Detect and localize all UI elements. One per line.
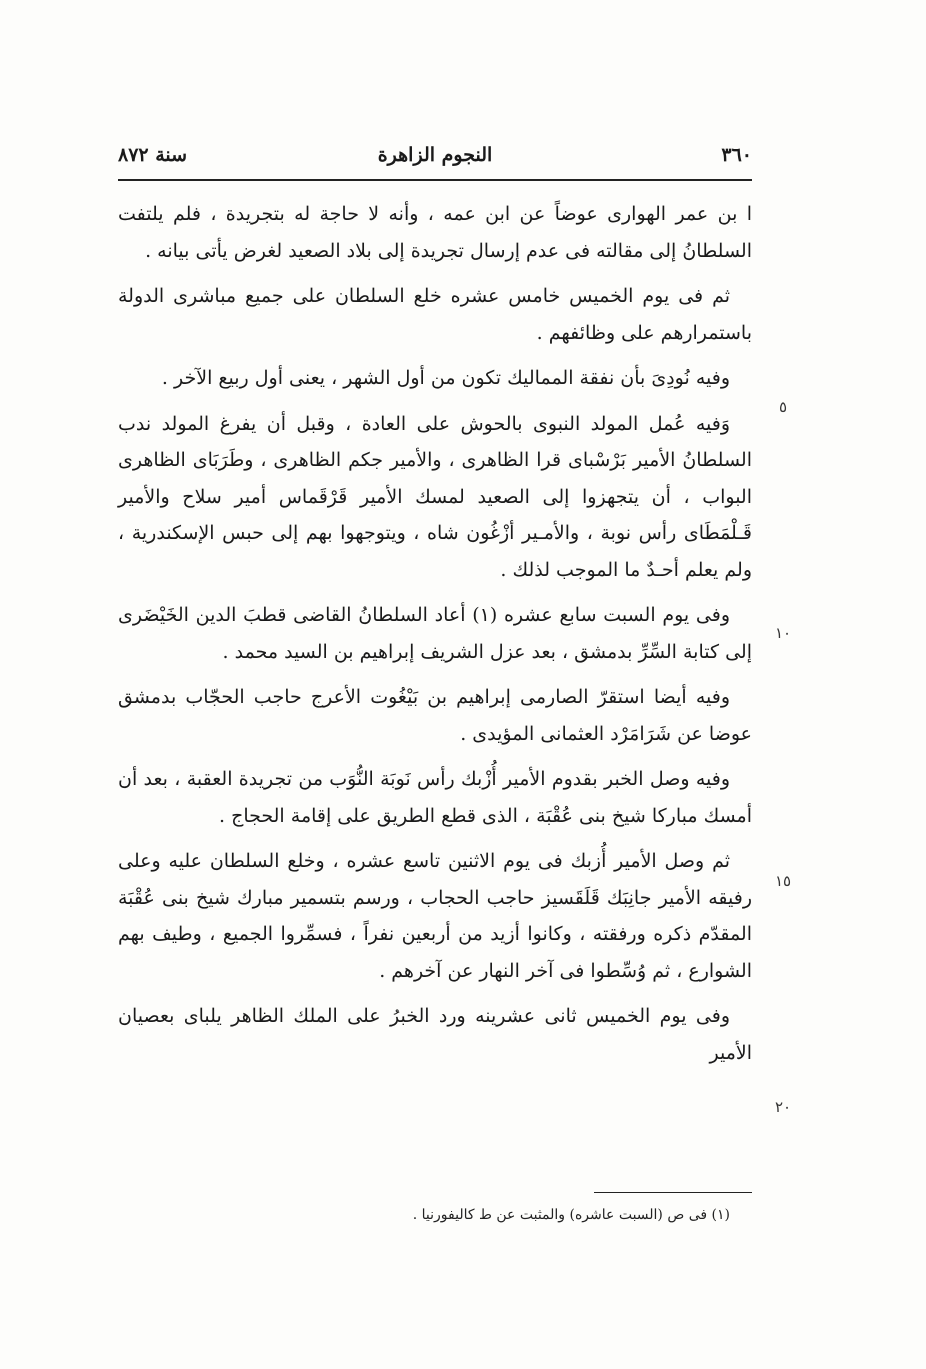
line-number-marker: ٢٠ bbox=[774, 1098, 792, 1116]
page-number: ٣٦٠ bbox=[721, 144, 752, 166]
paragraph: وفيه وصل الخبر بقدوم الأمير أُزْبك رأس نَوبَة النُّوَب من تجريدة العقبة ، بعد أن أمسك مباركا شيخ بنى عُقْبَة ، الذى قطع الطريق على إقامة الحجاج . bbox=[118, 768, 752, 827]
header-rule bbox=[118, 179, 752, 181]
line-number-marker: ١٥ bbox=[774, 872, 792, 890]
paragraph: وفيه أيضا استقرّ الصارمى إبراهيم بن بَيْغُوت الأعرج حاجب الحجّاب بدمشق عوضا عن شَرَامَرْد العثمانى المؤيدى . bbox=[118, 686, 752, 745]
paragraph: وَفيه عُمل المولد النبوى بالحوش على العادة ، وقبل أن يفرغ المولد ندب السلطانُ الأمير بَرْسْباى قرا الظاهرى ، والأمير جكم الظاهرى ، وطَرَبَاى الظاهرى البواب ، أن يتجهزوا إلى الصعيد لمسك الأمير قَرْقَماس أمير سلاح والأمير قَـلْمَطَاى رأس نوبة ، والأمـير أزْغُون شاه ، ويتوجهوا بهم إلى حبس الإسكندرية ، ولم يعلم أحـدٌ ما الموجب لذلك . bbox=[118, 412, 752, 581]
paragraph: وفى يوم السبت سابع عشره (١) أعاد السلطانُ القاضى قطبَ الدين الخَيْضَرى إلى كتابة السِّرِّ بدمشق ، بعد عزل الشريف إبراهيم بن السيد محمد . bbox=[118, 604, 752, 663]
paragraph: ا بن عمر الهوارى عوضاً عن ابن عمه ، وأنه لا حاجة له بتجريدة ، فلم يلتفت السلطانُ إلى مقالته فى عدم إرسال تجريدة إلى بلاد الصعيد لغرض يأتى بيانه . bbox=[118, 203, 752, 262]
running-header bbox=[118, 140, 752, 176]
footnote-rule bbox=[594, 1192, 752, 1193]
footnote: (١) فى ص (السبت عاشره) والمثبت عن ط كاليفورنيا . bbox=[412, 1207, 730, 1223]
running-title: النجوم الزاهرة bbox=[377, 144, 493, 166]
paragraph: ثم فى يوم الخميس خامس عشره خلع السلطان على جميع مباشرى الدولة باستمرارهم على وظائفهم . bbox=[118, 285, 752, 344]
main-text bbox=[118, 196, 752, 1080]
paragraph: ثم وصل الأمير أُزبك فى يوم الاثنين تاسع عشره ، وخلع السلطان عليه وعلى رفيقه الأمير جانِبَك قَلَقَسيز حاجب الحجاب ، ورسم بتسمير مبارك شيخ بنى عُقْبَة المقدّم ذكره ورفقته ، وكانوا أزيد من أربعين نفراً ، فسمِّروا الجميع ، وطيف بهم الشوارع ، ثم وُسِّطوا فى آخر النهار عن آخرهم . bbox=[118, 850, 752, 982]
paragraph: وفى يوم الخميس ثانى عشرينه ورد الخبرُ على الملك الظاهر يلباى بعصيان الأمير bbox=[118, 1005, 752, 1064]
line-number-marker: ٥ bbox=[778, 398, 788, 416]
line-number-marker: ١٠ bbox=[774, 624, 792, 642]
paragraph: وفيه نُودِىَ بأن نفقة المماليك تكون من أول الشهر ، يعنى أول ربيع الآخر . bbox=[161, 367, 730, 389]
year-label: سنة ٨٧٢ bbox=[118, 144, 188, 166]
